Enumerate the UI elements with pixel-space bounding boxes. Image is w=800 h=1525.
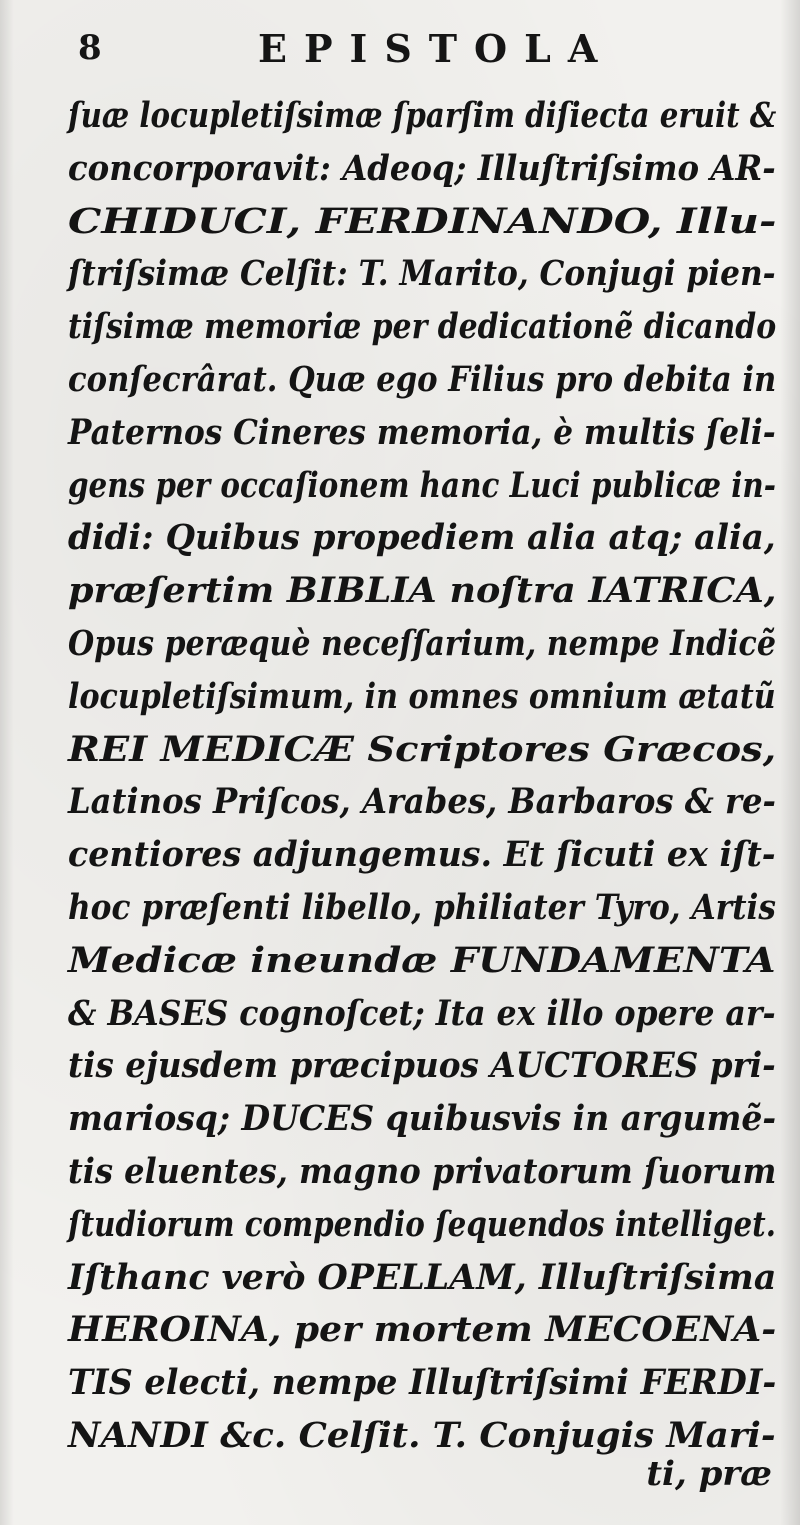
- catchword: ti, præ: [646, 1454, 772, 1494]
- text-line: didi: Quibus propediem alia atq; alia,: [68, 517, 776, 559]
- text-line: gens per occaſionem hanc Luci publicæ in-: [68, 464, 776, 506]
- text-line: tis eluentes, magno privatorum ſuorum: [68, 1150, 777, 1192]
- text-line: Iſthanc verò OPELLAM, Illuſtriſsima: [68, 1256, 777, 1298]
- text-line: ſtudiorum compendio ſequendos intelliget.: [68, 1203, 776, 1245]
- text-line: locupletiſsimum, in omnes omnium ætatũ: [68, 675, 776, 717]
- text-line: centiores adjungemus. Et ſicuti ex iſt-: [68, 834, 776, 876]
- text-line: & BASES cognoſcet; Ita ex illo opere ar-: [68, 992, 776, 1034]
- text-line: CHIDUCI, FERDINANDO, Illu-: [68, 200, 777, 242]
- text-line: tiſsimæ memoriæ per dedicationẽ dicando: [68, 306, 777, 348]
- text-block: [68, 90, 780, 1463]
- text-line: TIS electi, nempe Illuſtriſsimi FERDI-: [68, 1362, 777, 1404]
- text-line: conſecrârat. Quæ ego Filius pro debita in: [68, 358, 777, 400]
- text-line: hoc præſenti libello, philiater Tyro, Artis: [68, 886, 776, 928]
- text-line: Opus peræquè neceſſarium, nempe Indicẽ: [68, 622, 776, 664]
- running-head: EPISTOLA: [258, 26, 615, 71]
- text-line: Paternos Cineres memoria, è multis ſeli-: [68, 411, 776, 453]
- text-line: Medicæ ineundæ FUNDAMENTA: [68, 939, 776, 981]
- text-line: mariosq; DUCES quibusvis in argumẽ-: [68, 1098, 777, 1140]
- page-number: 8: [78, 28, 102, 68]
- text-line: præſertim BIBLIA noſtra IATRICA,: [68, 570, 777, 612]
- page-header: [0, 26, 800, 76]
- text-line: REI MEDICÆ Scriptores Græcos,: [68, 728, 777, 770]
- text-line: ſtriſsimæ Celſit: T. Marito, Conjugi pien-: [68, 253, 776, 295]
- text-line: Latinos Priſcos, Arabes, Barbaros & re-: [68, 781, 776, 823]
- text-line: HEROINA, per mortem MECOENA-: [68, 1309, 777, 1351]
- text-line: ſuæ locupletiſsimæ ſparſim diſiecta eruit &: [68, 95, 777, 136]
- text-line: concorporavit: Adeoq; Illuſtriſsimo AR-: [68, 147, 776, 189]
- text-line: NANDI &c. Celſit. T. Conjugis Mari-: [68, 1414, 776, 1456]
- text-line: tis ejusdem præcipuos AUCTORES pri-: [68, 1045, 776, 1087]
